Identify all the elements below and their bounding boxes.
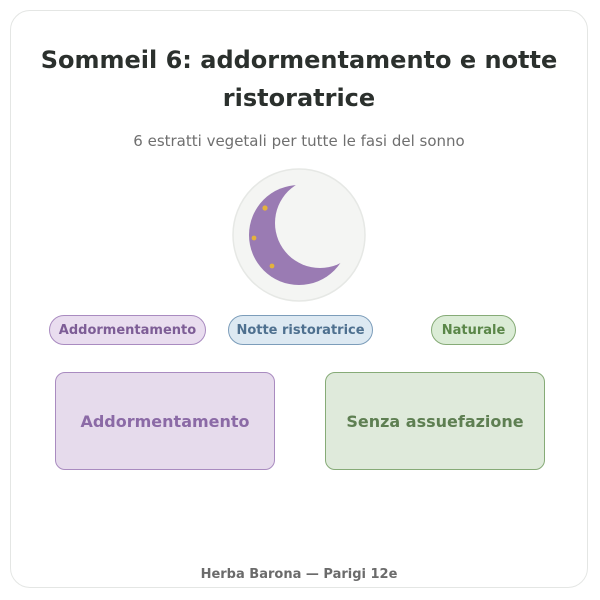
tag-notte-ristoratrice <box>228 315 373 345</box>
feature-box-addormentamento <box>55 372 275 470</box>
tag-label: Notte ristoratrice <box>236 322 365 338</box>
tag-addormentamento <box>49 315 206 345</box>
tag-naturale <box>431 315 516 345</box>
page-subtitle: 6 estratti vegetali per tutte le fasi del sonno <box>133 132 465 150</box>
star-icon <box>252 236 257 241</box>
page-title: Sommeil 6: addormentamento e notte ristoratrice <box>40 46 558 112</box>
feature-label: Senza assuefazione <box>346 411 524 431</box>
star-icon <box>262 205 267 210</box>
crescent-moon-icon <box>232 168 366 302</box>
brand-footer: Herba Barona — Parigi 12e <box>200 567 398 582</box>
star-icon <box>270 264 275 269</box>
tag-label: Naturale <box>441 322 506 338</box>
feature-label: Addormentamento <box>80 411 250 431</box>
moon-emblem <box>232 168 366 302</box>
tag-label: Addormentamento <box>58 322 197 338</box>
moon-shape <box>249 185 349 285</box>
feature-box-senza-assuefazione <box>325 372 545 470</box>
